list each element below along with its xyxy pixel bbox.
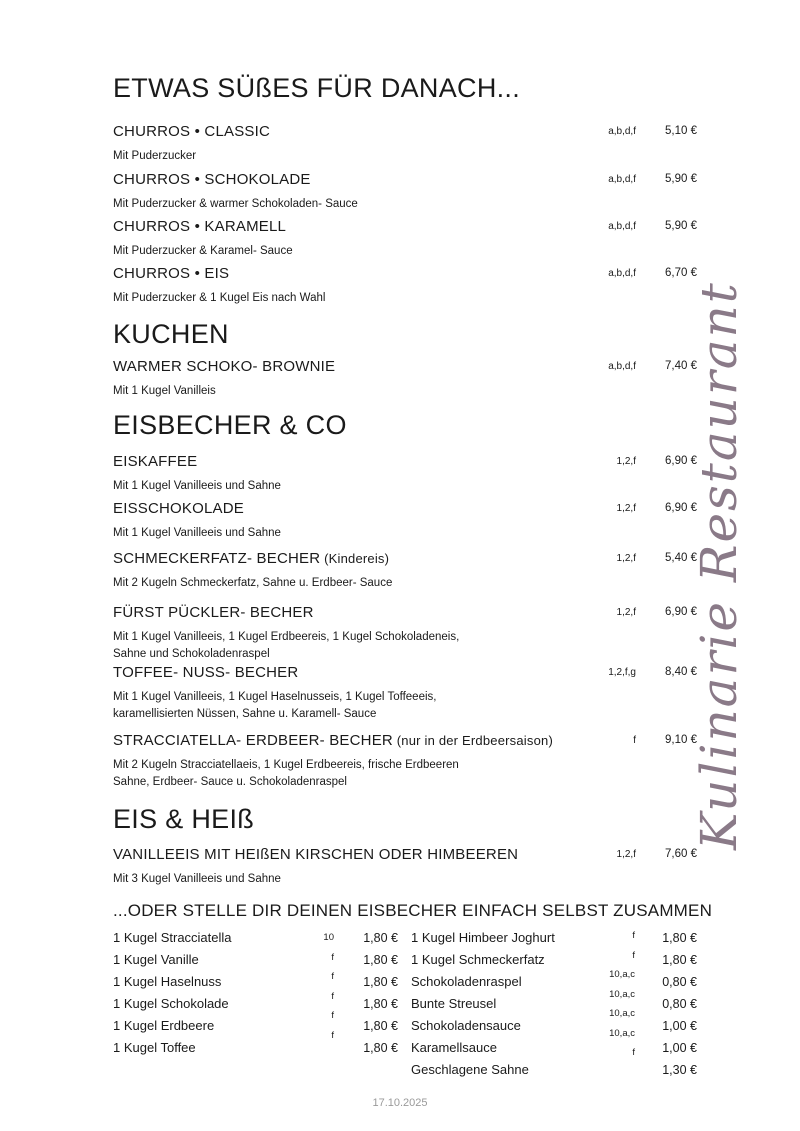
build-item-name: Schokoladenraspel	[411, 974, 522, 989]
build-item-allergen-codes: 10,a,c	[609, 1027, 635, 1039]
menu-item-title: EISKAFFEE	[113, 453, 198, 470]
menu-item-price: 8,40 €	[665, 666, 697, 678]
menu-item-description: Mit 1 Kugel Vanilleeis und Sahne	[113, 527, 281, 539]
menu-item-note: (nur in der Erdbeersaison)	[392, 733, 553, 748]
build-item-allergen-codes: f	[632, 949, 635, 961]
section-title-build: ...ODER STELLE DIR DEINEN EISBECHER EINFACH SELBST ZUSAMMEN	[113, 901, 713, 920]
menu-item-description: Mit 1 Kugel Vanilleis	[113, 385, 216, 397]
menu-item-description: Mit 1 Kugel Vanilleeis, 1 Kugel Erdbeereis, 1 Kugel Schokoladeneis, Sahne und Schokoladenraspel	[113, 631, 460, 660]
menu-item-note: (Kindereis)	[320, 551, 390, 566]
build-item-name: 1 Kugel Vanille	[113, 952, 199, 967]
build-item-price: 1,80 €	[363, 931, 398, 945]
menu-item-name	[113, 732, 553, 749]
menu-item-allergen-codes: a,b,d,f	[608, 221, 636, 232]
menu-item-name	[113, 123, 270, 140]
build-item-allergen-codes: f	[331, 1029, 334, 1041]
menu-item-description: Mit 1 Kugel Vanilleeis und Sahne	[113, 480, 281, 492]
menu-item-name	[113, 846, 518, 863]
build-item-allergen-codes: f	[632, 1047, 635, 1058]
menu-item-allergen-codes: f	[633, 735, 636, 746]
restaurant-logo: Kulinarie Restaurant	[690, 281, 748, 850]
menu-item-name	[113, 265, 229, 282]
menu-item-title: VANILLEEIS MIT HEIßEN KIRSCHEN ODER HIMBEEREN	[113, 846, 519, 863]
build-item-name: Geschlagene Sahne	[411, 1062, 529, 1077]
build-item-allergen-codes: 10,a,c	[609, 969, 635, 980]
menu-item-allergen-codes: a,b,d,f	[608, 174, 636, 185]
build-item-price: 1,80 €	[662, 931, 697, 945]
section-title-icecups: EISBECHER & CO	[113, 410, 347, 440]
menu-item-description: Mit 2 Kugeln Schmeckerfatz, Sahne u. Erdbeer- Sauce	[113, 577, 393, 589]
build-item-allergen-codes: 10,a,c	[609, 1008, 635, 1019]
menu-item-price: 9,10 €	[665, 734, 697, 746]
menu-item-title: FÜRST PÜCKLER- BECHER	[113, 604, 314, 621]
footer-date: 17.10.2025	[372, 1097, 428, 1109]
build-item-allergen-codes: 10	[323, 932, 334, 943]
build-item-price: 1,80 €	[363, 975, 398, 989]
build-item-allergen-codes: f	[632, 930, 635, 941]
menu-item-price: 7,40 €	[665, 360, 697, 372]
menu-item-description: Mit 3 Kugel Vanilleeis und Sahne	[113, 873, 281, 885]
menu-item-description: Mit Puderzucker & warmer Schokoladen- Sauce	[113, 198, 358, 210]
build-item-allergen-codes: f	[331, 971, 334, 982]
menu-item-name	[113, 664, 298, 681]
build-item-allergen-codes: f	[331, 1010, 334, 1021]
menu-item-allergen-codes: 1,2,f,g	[608, 667, 636, 678]
build-item-price: 0,80 €	[662, 975, 697, 989]
menu-item-price: 6,90 €	[665, 455, 697, 467]
menu-item-title: CHURROS • SCHOKOLADE	[113, 171, 311, 188]
build-item-allergen-codes: f	[331, 990, 334, 1002]
section-title-cake: KUCHEN	[113, 319, 229, 349]
menu-item-price: 5,40 €	[665, 552, 697, 564]
build-item-price: 1,80 €	[363, 1019, 398, 1033]
menu-item-allergen-codes: 1,2,f	[616, 553, 636, 564]
menu-item-price: 6,90 €	[665, 502, 697, 514]
menu-item-allergen-codes: a,b,d,f	[608, 268, 636, 279]
menu-item-price: 6,70 €	[665, 267, 697, 279]
build-item-name: 1 Kugel Erdbeere	[113, 1018, 215, 1033]
menu-item-description: Mit Puderzucker & 1 Kugel Eis nach Wahl	[113, 292, 326, 304]
build-item-name: 1 Kugel Haselnuss	[113, 974, 222, 989]
menu-item-name	[113, 500, 244, 517]
build-item-allergen-codes: 10,a,c	[609, 988, 635, 1000]
menu-item-title: EISSCHOKOLADE	[113, 500, 244, 517]
menu-item-allergen-codes: 1,2,f	[616, 456, 636, 467]
menu-item-title: CHURROS • CLASSIC	[113, 123, 271, 140]
build-item-name: Schokoladensauce	[411, 1018, 521, 1033]
menu-item-name	[113, 171, 311, 188]
menu-item-allergen-codes: a,b,d,f	[608, 361, 636, 372]
build-item-price: 1,30 €	[662, 1063, 697, 1077]
build-item-price: 1,80 €	[363, 953, 398, 967]
build-item-name: 1 Kugel Himbeer Joghurt	[411, 930, 555, 945]
build-item-price: 1,80 €	[363, 1041, 398, 1055]
build-item-name: 1 Kugel Schokolade	[113, 996, 229, 1011]
menu-item-price: 6,90 €	[665, 606, 697, 618]
build-item-name: 1 Kugel Stracciatella	[113, 930, 232, 945]
build-item-price: 1,80 €	[662, 953, 697, 967]
menu-item-description: Mit 1 Kugel Vanilleeis, 1 Kugel Haselnusseis, 1 Kugel Toffeeeis, karamellisierten Nüssen, Sahne u. Karamell- Sauce	[113, 691, 437, 720]
menu-item-name	[113, 453, 197, 470]
menu-item-description: Mit Puderzucker & Karamel- Sauce	[113, 245, 293, 257]
menu-item-title: STRACCIATELLA- ERDBEER- BECHER	[113, 732, 393, 749]
menu-item-title: TOFFEE- NUSS- BECHER	[113, 664, 299, 681]
build-item-name: 1 Kugel Toffee	[113, 1040, 196, 1055]
build-item-price: 1,00 €	[662, 1019, 697, 1033]
menu-item-allergen-codes: 1,2,f	[616, 607, 636, 618]
build-item-name: 1 Kugel Schmeckerfatz	[411, 952, 545, 967]
build-item-price: 1,00 €	[662, 1041, 697, 1055]
menu-item-description: Mit Puderzucker	[113, 150, 197, 162]
menu-item-description: Mit 2 Kugeln Stracciatellaeis, 1 Kugel Erdbeereis, frische Erdbeeren Sahne, Erdbeer- Sauce u. Schokoladenraspel	[113, 759, 459, 788]
menu-item-allergen-codes: a,b,d,f	[608, 126, 636, 137]
menu-item-allergen-codes: 1,2,f	[616, 503, 636, 514]
build-item-name: Karamellsauce	[411, 1040, 497, 1055]
section-title-sweets: ETWAS SÜßES FÜR DANACH...	[113, 73, 521, 103]
menu-item-price: 5,90 €	[665, 220, 697, 232]
build-item-price: 0,80 €	[662, 997, 697, 1011]
build-item-allergen-codes: f	[331, 951, 334, 963]
menu-item-name	[113, 550, 389, 567]
section-title-hot: EIS & HEIß	[113, 804, 255, 834]
build-item-name: Bunte Streusel	[411, 996, 497, 1011]
menu-item-price: 5,10 €	[665, 125, 697, 137]
menu-item-name	[113, 358, 335, 375]
menu-item-name	[113, 218, 286, 235]
menu-item-price: 7,60 €	[665, 848, 697, 860]
menu-item-allergen-codes: 1,2,f	[616, 849, 636, 860]
menu-item-title: SCHMECKERFATZ- BECHER	[113, 550, 321, 567]
menu-item-title: WARMER SCHOKO- BROWNIE	[113, 358, 336, 375]
build-item-price: 1,80 €	[363, 997, 398, 1011]
menu-item-price: 5,90 €	[665, 173, 697, 185]
menu-item-title: CHURROS • KARAMELL	[113, 218, 287, 235]
menu-item-name	[113, 604, 314, 621]
menu-item-title: CHURROS • EIS	[113, 265, 230, 282]
